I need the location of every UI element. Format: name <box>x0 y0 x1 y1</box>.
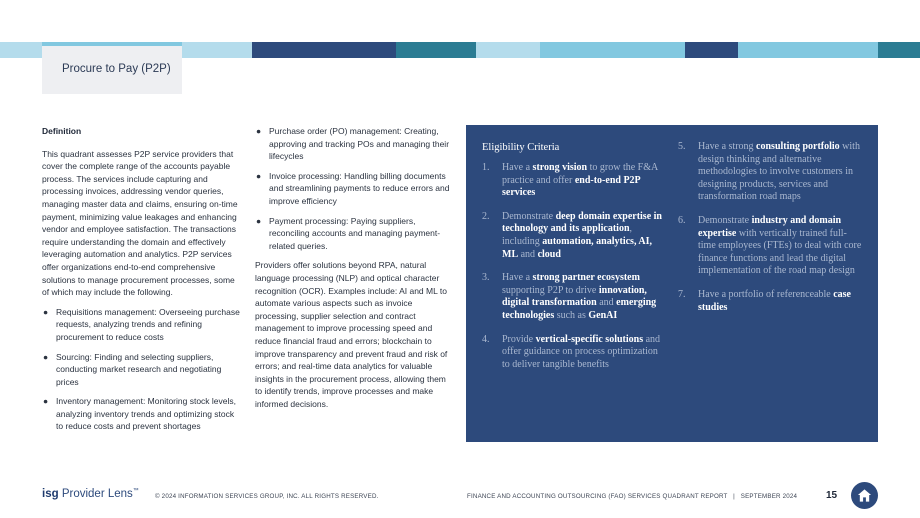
stripe-segment <box>396 42 476 58</box>
stripe-segment <box>252 42 396 58</box>
bullet-list-right <box>255 125 455 252</box>
list-item <box>255 125 455 163</box>
section-tab-label: Procure to Pay (P2P) <box>62 63 171 75</box>
criterion-highlight: cloud <box>537 248 561 260</box>
definition-heading: Definition <box>42 126 82 136</box>
home-icon <box>857 488 872 503</box>
criterion-highlight: deep domain expertise in technology and its application <box>502 210 662 235</box>
bullet-icon: ● <box>256 215 262 226</box>
copyright-notice: © 2024 INFORMATION SERVICES GROUP, INC. ALL RIGHTS RESERVED. <box>155 493 379 500</box>
eligibility-title: Eligibility Criteria <box>482 142 560 153</box>
criterion-highlight: consulting portfolio <box>756 141 840 152</box>
criterion-text: Have a <box>502 162 533 173</box>
stripe-segment <box>182 42 252 58</box>
criterion-number: 6. <box>678 214 686 226</box>
bullet-icon: ● <box>43 396 49 407</box>
criterion-highlight: case studies <box>698 288 851 313</box>
list-item <box>42 351 240 389</box>
criterion-text: and <box>596 297 617 309</box>
logo-trademark: ™ <box>132 488 139 495</box>
criterion-highlight: strong vision <box>532 162 588 173</box>
definition-column-right <box>255 125 455 417</box>
list-item <box>42 306 240 344</box>
criterion-highlight: end-to-end P2P services <box>502 174 641 199</box>
criterion-text: Provide <box>502 333 536 345</box>
stripe-segment <box>0 42 42 58</box>
criterion-text: Have a strong <box>698 141 757 152</box>
list-item-text: Sourcing: Finding and selecting suppliers, conducting market research and negotiating prices <box>56 351 222 387</box>
criterion-text: Have a portfolio of referenceable <box>698 288 834 300</box>
home-button[interactable] <box>851 482 878 509</box>
stripe-segment <box>878 42 920 58</box>
stripe-segment <box>685 42 738 58</box>
bullet-icon: ● <box>256 170 262 181</box>
list-item-text: Requisitions management: Overseeing purchase requests, analyzing trends and refining procurement to reduce costs <box>56 306 240 342</box>
list-item-text: Inventory management: Monitoring stock levels, analyzing inventory trends and optimizing stock to reduce costs and prevent shortages <box>56 396 237 432</box>
isg-provider-lens-logo <box>42 488 139 500</box>
criterion-text: such as <box>554 309 589 321</box>
criterion-number: 3. <box>482 272 490 284</box>
logo-brand-text: Provider Lens <box>61 488 133 500</box>
criterion-item <box>678 215 862 278</box>
criterion-highlight: GenAI <box>588 309 618 321</box>
criterion-number: 4. <box>482 333 490 345</box>
definition-column-left <box>42 125 240 440</box>
criterion-highlight: automation, analytics, AI, ML <box>502 235 653 260</box>
stripe-segment <box>540 42 685 58</box>
criterion-item <box>482 334 662 372</box>
criterion-text: Have a <box>502 272 533 284</box>
criterion-text: Demonstrate <box>698 214 752 226</box>
criterion-item <box>678 289 862 314</box>
bullet-icon: ● <box>43 306 49 317</box>
stripe-segment <box>738 42 878 58</box>
criterion-number: 5. <box>678 141 686 152</box>
criterion-highlight: industry and domain expertise <box>698 214 842 239</box>
definition-intro: This quadrant assesses P2P service providers that cover the complete range of the accounts payable process. The services include capturing and processing invoices, addressing vendor queries, managing master data and claims, ensuring on-time payment, minimizing value leakages and enhancing vendor and employee satisfaction. The transactions require understanding the domain and effectively leveraging automation and analytics. P2P services offer organizations end-to-end comprehensive solutions to manage procurement processes, some of which may include the following. <box>42 148 238 298</box>
report-title: FINANCE AND ACCOUNTING OUTSOURCING (FAO) SERVICES QUADRANT REPORT | SEPTEMBER 2024 <box>467 493 798 500</box>
criterion-number: 1. <box>482 162 490 173</box>
stripe-segment <box>476 42 490 58</box>
list-item-text: Invoice processing: Handling billing documents and streamlining payments to reduce errors and improve efficiency <box>269 170 450 206</box>
criterion-text: and <box>518 248 538 260</box>
bullet-list-left <box>42 306 240 433</box>
list-item <box>42 395 240 433</box>
criterion-text: and offer guidance on process optimization to deliver tangible benefits <box>502 333 661 370</box>
eligibility-criteria-box <box>466 125 878 442</box>
page-number: 15 <box>826 490 838 501</box>
definition-closing: Providers offer solutions beyond RPA, natural language processing (NLP) and optical character recognition (OCR). Examples include: AI and ML to automate various aspects such as invoice processing, supplier selection and contract management to improve processing speed and reduce financial fraud and errors; blockchain to improve transparency and prevent fraud and risk of errors; and real-time data analytics for valuable insights in the procurement process, allowing them to identify trends, improve processes and make informed decisions. <box>255 260 448 409</box>
criterion-highlight: vertical-specific solutions <box>535 333 644 345</box>
logo-isg-text: isg <box>42 488 59 500</box>
criterion-text: supporting P2P to drive <box>502 284 599 296</box>
criterion-text: Demonstrate <box>502 210 556 222</box>
criterion-number: 7. <box>678 288 686 300</box>
bullet-icon: ● <box>43 351 49 362</box>
criterion-text: , including <box>502 223 633 247</box>
criterion-text: with vertically trained full-time employees (FTEs) to deal with core finance functions and lead the digital implementation of the road map design <box>698 227 862 277</box>
bullet-icon: ● <box>256 126 262 136</box>
list-item-text: Purchase order (PO) management: Creating, approving and tracking POs and managing their lifecycles <box>269 126 450 162</box>
criterion-text: with design thinking and alternative methodologies to involve customers in designing products, services and transformation road maps <box>698 141 860 203</box>
criterion-number: 2. <box>482 210 490 222</box>
criterion-item <box>482 162 662 200</box>
criteria-column-left <box>482 162 662 382</box>
criterion-item <box>482 272 662 322</box>
stripe-segment <box>490 42 540 58</box>
list-item <box>255 215 455 253</box>
criterion-highlight: innovation, digital transformation <box>502 284 647 309</box>
criterion-highlight: strong partner ecosystem <box>532 272 640 284</box>
criterion-text: to grow the F&A practice and offer <box>502 162 658 186</box>
list-item-text: Payment processing: Paying suppliers, reconciling accounts and managing payment-related queries. <box>269 215 441 251</box>
criterion-item <box>678 141 862 204</box>
section-tab <box>42 46 182 94</box>
criteria-column-right <box>678 141 862 325</box>
list-item <box>255 170 455 208</box>
criterion-highlight: emerging technologies <box>502 297 657 321</box>
criterion-item <box>482 211 662 261</box>
